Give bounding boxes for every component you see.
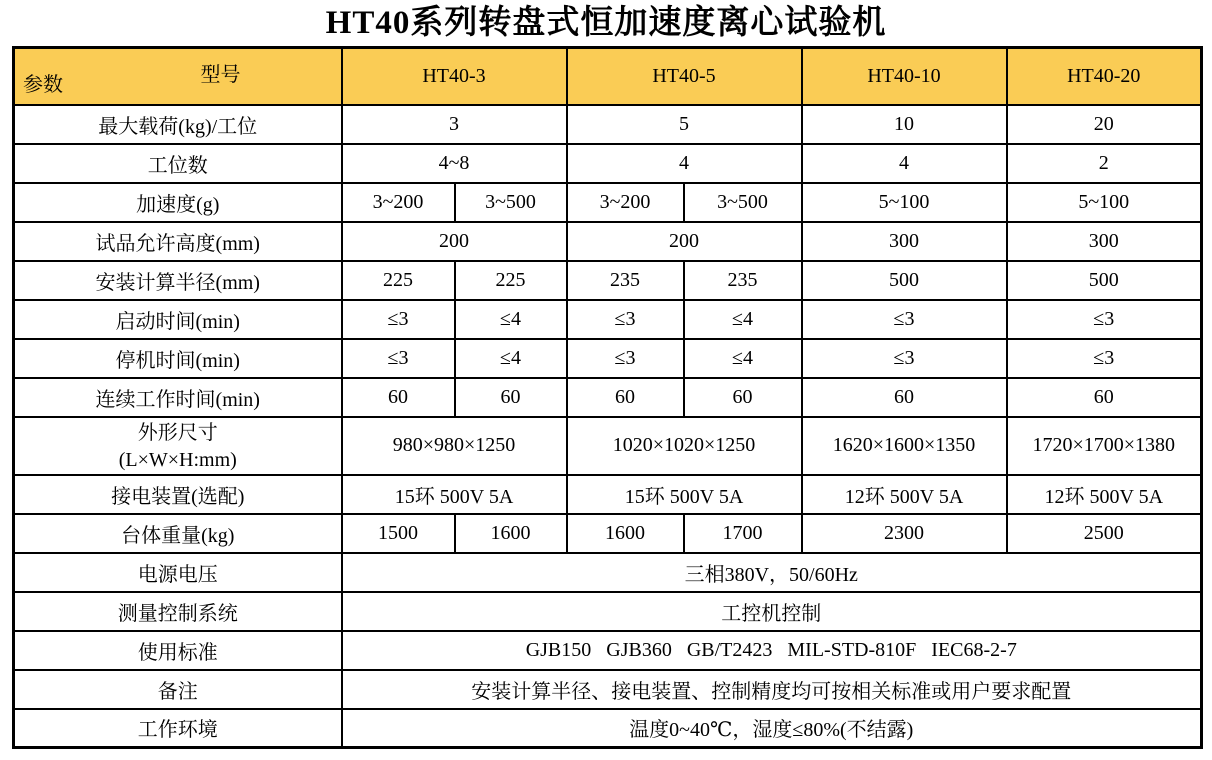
table-row-power-voltage [14,553,1202,592]
value-cell: 3~500 [684,183,802,222]
value-cell: 60 [1007,378,1202,417]
value-cell: 235 [567,261,684,300]
table-row-control-system [14,592,1202,631]
value-cell: GJB150 GJB360 GB/T2423 MIL-STD-810F IEC68-2-7 [342,631,1202,670]
value-cell: 4 [802,144,1007,183]
row-label: 最大载荷(kg)/工位 [14,105,342,144]
value-cell: ≤3 [802,339,1007,378]
value-cell: 3~200 [342,183,455,222]
value-cell: 1620×1600×1350 [802,417,1007,475]
value-cell: 温度0~40℃，湿度≤80%(不结露) [342,709,1202,748]
param-label: 参数 [23,73,63,96]
value-cell: ≤3 [342,300,455,339]
value-cell: 5 [567,105,802,144]
row-label: 连续工作时间(min) [14,378,342,417]
value-cell: 15环 500V 5A [342,475,567,514]
row-label: 电源电压 [14,553,342,592]
value-cell: ≤3 [567,300,684,339]
table-row-remarks [14,670,1202,709]
value-cell: 200 [342,222,567,261]
value-cell: 2500 [1007,514,1202,553]
value-cell: 235 [684,261,802,300]
value-cell: 3~500 [455,183,567,222]
corner-cell [14,48,342,105]
value-cell: ≤3 [802,300,1007,339]
value-cell: ≤3 [342,339,455,378]
value-cell: 10 [802,105,1007,144]
value-cell: 1600 [567,514,684,553]
table-row-stop-time [14,339,1202,378]
value-cell: 12环 500V 5A [1007,475,1202,514]
table-row-start-time [14,300,1202,339]
table-row-dimensions [14,417,1202,475]
table-row-mounting-radius [14,261,1202,300]
value-cell: 1700 [684,514,802,553]
value-cell: 1500 [342,514,455,553]
table-row-acceleration [14,183,1202,222]
row-label: 工位数 [14,144,342,183]
value-cell: 4 [567,144,802,183]
page-title: HT40系列转盘式恒加速度离心试验机 [325,5,887,41]
value-cell: 225 [455,261,567,300]
model-header-ht40-20: HT40-20 [1007,48,1202,105]
value-cell: 60 [684,378,802,417]
table-row-slip-ring [14,475,1202,514]
table-row-weight [14,514,1202,553]
row-label: 台体重量(kg) [14,514,342,553]
value-cell: 1720×1700×1380 [1007,417,1202,475]
value-cell: ≤4 [455,300,567,339]
row-label-line2: (L×W×H:mm) [118,448,237,471]
value-cell: 300 [802,222,1007,261]
value-cell: 3~200 [567,183,684,222]
row-label: 使用标准 [14,631,342,670]
table-row-work-environment [14,709,1202,748]
value-cell: 200 [567,222,802,261]
row-label: 加速度(g) [14,183,342,222]
value-cell: ≤3 [567,339,684,378]
value-cell: 2 [1007,144,1202,183]
value-cell: ≤4 [684,300,802,339]
table-row-continuous-work-time [14,378,1202,417]
value-cell: ≤3 [1007,300,1202,339]
value-cell: 60 [455,378,567,417]
model-header-ht40-10: HT40-10 [802,48,1007,105]
model-header-ht40-5: HT40-5 [567,48,802,105]
header-row [14,48,1202,105]
value-cell: 15环 500V 5A [567,475,802,514]
row-label: 停机时间(min) [14,339,342,378]
value-cell: 500 [802,261,1007,300]
row-label: 接电装置(选配) [14,475,342,514]
value-cell: 三相380V，50/60Hz [342,553,1202,592]
value-cell: 安装计算半径、接电装置、控制精度均可按相关标准或用户要求配置 [342,670,1202,709]
table-row-standards [14,631,1202,670]
value-cell: 5~100 [802,183,1007,222]
value-cell: ≤4 [455,339,567,378]
row-label-line1: 外形尺寸 [137,421,218,444]
row-label [14,417,342,475]
value-cell: 工控机控制 [342,592,1202,631]
spec-table [12,46,1203,749]
model-header-ht40-3: HT40-3 [342,48,567,105]
value-cell: 980×980×1250 [342,417,567,475]
table-row-station-count [14,144,1202,183]
table-row-specimen-height [14,222,1202,261]
value-cell: 3 [342,105,567,144]
row-label: 安装计算半径(mm) [14,261,342,300]
value-cell: 20 [1007,105,1202,144]
row-label: 试品允许高度(mm) [14,222,342,261]
model-label: 型号 [200,64,241,86]
value-cell: 500 [1007,261,1202,300]
value-cell: 1600 [455,514,567,553]
row-label: 工作环境 [14,709,342,748]
row-label: 测量控制系统 [14,592,342,631]
value-cell: 300 [1007,222,1202,261]
value-cell: ≤4 [684,339,802,378]
value-cell: 60 [342,378,455,417]
row-label: 备注 [14,670,342,709]
value-cell: 2300 [802,514,1007,553]
value-cell: 1020×1020×1250 [567,417,802,475]
value-cell: 225 [342,261,455,300]
value-cell: 60 [567,378,684,417]
value-cell: 12环 500V 5A [802,475,1007,514]
value-cell: ≤3 [1007,339,1202,378]
value-cell: 5~100 [1007,183,1202,222]
table-row-max-load [14,105,1202,144]
value-cell: 4~8 [342,144,567,183]
row-label: 启动时间(min) [14,300,342,339]
value-cell: 60 [802,378,1007,417]
